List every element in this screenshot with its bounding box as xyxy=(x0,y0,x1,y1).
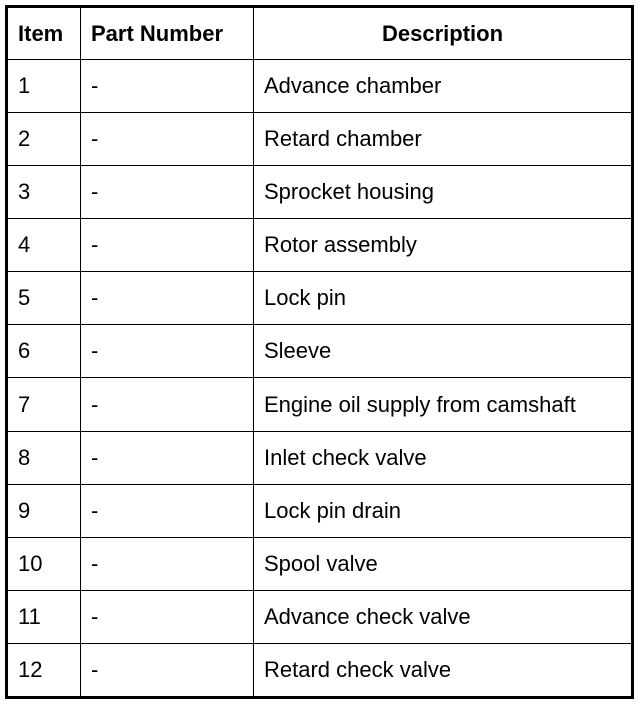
cell-item: 6 xyxy=(7,325,81,378)
header-item: Item xyxy=(7,7,81,60)
table-row xyxy=(7,219,633,272)
table-row xyxy=(7,325,633,378)
table-row xyxy=(7,166,633,219)
table-header-row xyxy=(7,7,633,60)
cell-item: 4 xyxy=(7,219,81,272)
cell-description: Lock pin xyxy=(254,272,633,325)
cell-item: 12 xyxy=(7,643,81,697)
cell-item: 1 xyxy=(7,60,81,113)
cell-description: Retard check valve xyxy=(254,643,633,697)
cell-item: 2 xyxy=(7,113,81,166)
cell-item: 7 xyxy=(7,378,81,431)
table-row xyxy=(7,113,633,166)
cell-description: Rotor assembly xyxy=(254,219,633,272)
cell-item: 5 xyxy=(7,272,81,325)
cell-item: 11 xyxy=(7,590,81,643)
cell-item: 10 xyxy=(7,537,81,590)
cell-part-number: - xyxy=(81,378,254,431)
cell-description: Lock pin drain xyxy=(254,484,633,537)
table-row xyxy=(7,378,633,431)
header-description: Description xyxy=(254,7,633,60)
cell-description: Advance check valve xyxy=(254,590,633,643)
cell-part-number: - xyxy=(81,325,254,378)
cell-part-number: - xyxy=(81,113,254,166)
cell-description: Advance chamber xyxy=(254,60,633,113)
table-row xyxy=(7,431,633,484)
cell-part-number: - xyxy=(81,272,254,325)
table-row xyxy=(7,272,633,325)
cell-part-number: - xyxy=(81,431,254,484)
cell-description: Sprocket housing xyxy=(254,166,633,219)
cell-item: 8 xyxy=(7,431,81,484)
table-row xyxy=(7,60,633,113)
cell-part-number: - xyxy=(81,643,254,697)
cell-part-number: - xyxy=(81,537,254,590)
cell-part-number: - xyxy=(81,60,254,113)
table-row xyxy=(7,643,633,697)
table-row xyxy=(7,537,633,590)
table-row xyxy=(7,590,633,643)
cell-description: Engine oil supply from camshaft xyxy=(254,378,633,431)
cell-part-number: - xyxy=(81,590,254,643)
cell-description: Retard chamber xyxy=(254,113,633,166)
parts-table xyxy=(5,5,634,699)
cell-item: 9 xyxy=(7,484,81,537)
header-part-number: Part Number xyxy=(81,7,254,60)
cell-description: Sleeve xyxy=(254,325,633,378)
cell-part-number: - xyxy=(81,219,254,272)
cell-description: Spool valve xyxy=(254,537,633,590)
cell-item: 3 xyxy=(7,166,81,219)
cell-part-number: - xyxy=(81,166,254,219)
table-row xyxy=(7,484,633,537)
cell-description: Inlet check valve xyxy=(254,431,633,484)
cell-part-number: - xyxy=(81,484,254,537)
